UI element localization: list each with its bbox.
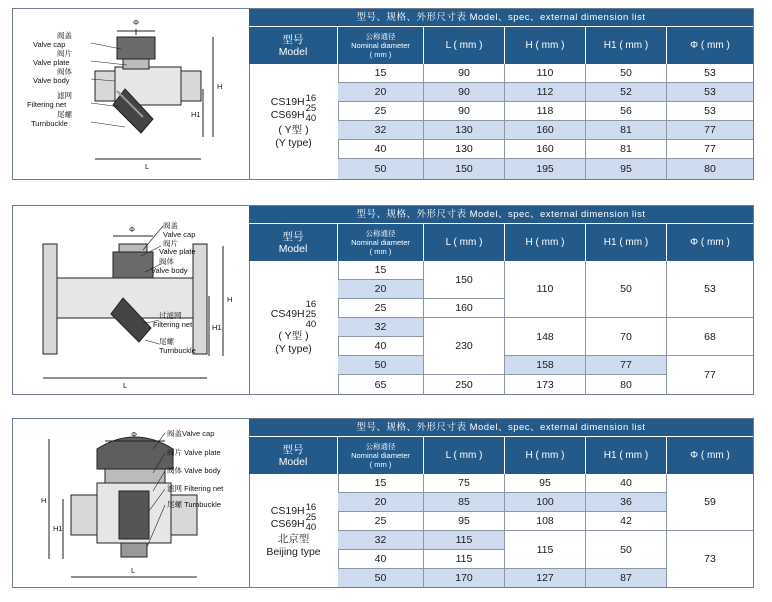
cell-h: 95	[505, 474, 586, 493]
cell-phi: 53	[667, 83, 753, 102]
cell-h1: 70	[586, 318, 667, 356]
label-valve-body: 阀体 Valve body	[167, 466, 221, 475]
cell-l: 250	[424, 375, 505, 394]
header-l: L ( mm )	[424, 27, 505, 64]
header-dn-cn: 公称通径	[365, 32, 396, 41]
cell-h: 127	[505, 569, 586, 587]
label-turnbuckle-cn: 尾螺	[159, 337, 174, 346]
label-valve-plate-en: Valve plate	[159, 247, 196, 256]
cell-h: 112	[505, 83, 586, 102]
cell-h1: 50	[586, 531, 667, 569]
cell-l: 90	[424, 64, 505, 83]
valve-drawing-flanged-y-type	[13, 206, 250, 394]
header-nominal-diameter	[338, 27, 424, 64]
header-dn-unit: ( mm )	[369, 50, 392, 59]
label-valve-body-en: Valve body	[33, 76, 70, 85]
model-code	[271, 300, 316, 330]
cell-dn: 50	[338, 569, 424, 587]
cell-l: 130	[424, 121, 505, 140]
header-model	[249, 224, 338, 261]
type-cn: ( Y型 )	[278, 123, 309, 136]
cell-phi: 77	[667, 121, 753, 140]
header-h: H ( mm )	[505, 437, 586, 474]
label-valve-plate-cn: 阀片	[57, 49, 72, 58]
cell-dn: 25	[338, 512, 424, 531]
beijing-type-valve-diagram	[13, 419, 249, 587]
pressure-3: 40	[305, 112, 317, 124]
cell-dn: 20	[338, 493, 424, 512]
header-model-en: Model	[278, 242, 308, 255]
model-code	[271, 94, 316, 124]
cell-h: 160	[505, 140, 586, 159]
header-model-cn: 型号	[282, 230, 304, 243]
cell-phi: 53	[667, 261, 753, 318]
header-dn-unit: ( mm )	[369, 247, 392, 256]
label-valve-cap: 阀盖Valve cap	[167, 429, 215, 438]
pressure-2: 25	[305, 511, 317, 523]
cell-dn: 65	[338, 375, 424, 394]
cell-dn: 20	[338, 280, 424, 299]
pressure-1: 16	[305, 298, 317, 310]
header-dn-en: Nominal diameter	[351, 451, 410, 460]
header-l: L ( mm )	[424, 224, 505, 261]
pressure-ratings	[306, 300, 317, 330]
cell-phi: 77	[667, 140, 753, 159]
pressure-ratings	[306, 94, 317, 124]
spec-table-2	[249, 206, 753, 394]
header-h: H ( mm )	[505, 224, 586, 261]
header-dn-cn: 公称通径	[365, 442, 396, 451]
header-model-cn: 型号	[282, 33, 304, 46]
label-valve-plate-cn: 阀片	[163, 239, 178, 248]
label-valve-body-en: Valve body	[151, 266, 188, 275]
header-model	[249, 27, 338, 64]
spec-table-1	[249, 9, 753, 179]
cell-h1: 77	[586, 356, 667, 375]
label-l: L	[123, 381, 128, 390]
cell-dn: 25	[338, 102, 424, 121]
header-model-cn: 型号	[282, 443, 304, 456]
cell-dn: 40	[338, 140, 424, 159]
cell-phi: 77	[704, 369, 716, 381]
cell-l: 160	[424, 299, 505, 318]
label-phi: Φ	[133, 18, 139, 27]
pressure-3: 40	[305, 521, 317, 533]
cell-h: 110	[505, 261, 586, 318]
type-en: (Y type)	[275, 136, 312, 149]
label-valve-plate: 阀片 Valve plate	[167, 448, 221, 457]
model-lines	[271, 505, 305, 531]
header-model-en: Model	[278, 45, 308, 58]
label-filtering-net-en: Filtering net	[27, 100, 67, 109]
type-cn: ( Y型 )	[278, 329, 309, 342]
model-line-1: CS19H	[270, 95, 305, 108]
label-valve-plate-en: Valve plate	[33, 58, 70, 67]
cell-h1: 42	[586, 512, 667, 531]
type-en: (Y type)	[275, 342, 312, 355]
cell-dn: 32	[338, 531, 424, 550]
cell-dn: 40	[338, 337, 424, 356]
cell-l: 90	[424, 102, 505, 121]
label-h: H	[217, 82, 223, 91]
spec-panel-2	[12, 205, 754, 395]
header-h1: H1 ( mm )	[586, 27, 667, 64]
pressure-3: 40	[305, 318, 317, 330]
cell-h1: 56	[586, 102, 667, 121]
header-nominal-diameter	[338, 224, 424, 261]
cell-h: 160	[505, 121, 586, 140]
label-turnbuckle: 尾螺 Turnbuckle	[167, 500, 221, 509]
cell-h: 110	[505, 64, 586, 83]
type-en: Beijing type	[266, 545, 321, 558]
cell-l: 170	[424, 569, 505, 587]
flanged-y-type-valve-diagram	[13, 206, 249, 394]
y-type-valve-diagram	[13, 9, 249, 179]
valve-drawing-y-type	[13, 9, 250, 179]
table-title: 型号、规格、外形尺寸表 Model、spec、external dimension list	[249, 419, 753, 437]
label-valve-body-cn: 阀体	[159, 257, 174, 266]
model-cell	[249, 261, 339, 394]
spec-table-3	[249, 419, 753, 587]
pressure-2: 25	[305, 308, 317, 320]
cell-l: 115	[424, 531, 505, 550]
header-phi: Φ ( mm )	[667, 27, 753, 64]
cell-phi: 53	[667, 102, 753, 121]
cell-phi: 68	[667, 318, 753, 356]
cell-l: 75	[424, 474, 505, 493]
model-line-2: CS69H	[270, 108, 305, 121]
model-line-2: CS69H	[270, 517, 305, 530]
cell-h: 158	[505, 356, 586, 375]
cell-l: 150	[424, 159, 505, 179]
label-valve-cap-en: Valve cap	[33, 40, 66, 49]
cell-dn: 15	[338, 261, 424, 280]
cell-h1: 40	[586, 474, 667, 493]
table-title: 型号、规格、外形尺寸表 Model、spec、external dimension list	[249, 206, 753, 224]
pressure-1: 16	[305, 92, 317, 104]
label-filtering-net: 滤网 Filtering net	[167, 484, 224, 493]
cell-l: 90	[424, 83, 505, 102]
cell-h: 148	[505, 318, 586, 356]
header-l: L ( mm )	[424, 437, 505, 474]
spec-panel-3	[12, 418, 754, 588]
model-cell	[249, 474, 339, 587]
model-cell	[249, 64, 339, 179]
cell-phi: 59	[667, 474, 753, 531]
label-valve-body-cn: 阀体	[57, 67, 72, 76]
header-phi: Φ ( mm )	[667, 224, 753, 261]
cell-h1: 52	[586, 83, 667, 102]
label-h1: H1	[212, 323, 222, 332]
cell-h1: 81	[586, 140, 667, 159]
spec-panel-1	[12, 8, 754, 180]
valve-drawing-beijing-type	[13, 419, 250, 587]
pressure-1: 16	[305, 501, 317, 513]
cell-dn: 15	[338, 474, 424, 493]
cell-dn: 20	[338, 83, 424, 102]
label-h1: H1	[53, 524, 63, 533]
cell-h1: 50	[586, 64, 667, 83]
cell-phi: 73	[704, 553, 716, 565]
label-valve-cap-en: Valve cap	[163, 230, 196, 239]
model-line-1: CS49H	[270, 308, 305, 320]
pressure-2: 25	[305, 102, 317, 114]
cell-h: 100	[505, 493, 586, 512]
header-h1: H1 ( mm )	[586, 437, 667, 474]
header-phi: Φ ( mm )	[667, 437, 753, 474]
table-title: 型号、规格、外形尺寸表 Model、spec、external dimension list	[249, 9, 753, 27]
cell-dn: 32	[338, 318, 424, 337]
label-l: L	[145, 162, 150, 171]
label-phi: Φ	[131, 430, 137, 439]
cell-h1: 95	[586, 159, 667, 179]
cell-dn: 50	[338, 356, 424, 375]
label-turnbuckle-en: Turnbuckle	[31, 119, 68, 128]
header-nominal-diameter	[338, 437, 424, 474]
cell-h: 195	[505, 159, 586, 179]
header-model	[249, 437, 338, 474]
cell-h1: 87	[586, 569, 667, 587]
cell-l: 150	[424, 261, 505, 299]
header-dn-cn: 公称通径	[365, 229, 396, 238]
cell-dn: 32	[338, 121, 424, 140]
cell-l: 95	[424, 512, 505, 531]
label-valve-cap-cn: 阀盖	[57, 31, 72, 40]
label-filtering-net-cn: 滤网	[57, 91, 72, 100]
cell-dn: 40	[338, 550, 424, 569]
header-model-en: Model	[278, 455, 308, 468]
cell-h: 173	[505, 375, 586, 394]
header-h1: H1 ( mm )	[586, 224, 667, 261]
label-l: L	[131, 566, 136, 575]
header-h: H ( mm )	[505, 27, 586, 64]
header-dn-unit: ( mm )	[369, 460, 392, 469]
label-h: H	[41, 496, 47, 505]
cell-h1: 80	[586, 375, 667, 394]
label-h1: H1	[191, 110, 201, 119]
label-phi: Φ	[129, 225, 135, 234]
label-turnbuckle-en: Turnbuckle	[159, 346, 196, 355]
header-dn-en: Nominal diameter	[351, 41, 410, 50]
cell-h: 108	[505, 512, 586, 531]
cell-phi: 53	[667, 64, 753, 83]
cell-h: 118	[505, 102, 586, 121]
label-valve-cap-cn: 阀盖	[163, 221, 178, 230]
header-dn-en: Nominal diameter	[351, 238, 410, 247]
cell-h1: 81	[586, 121, 667, 140]
cell-h: 115	[505, 531, 586, 569]
model-lines	[271, 96, 305, 122]
cell-l: 130	[424, 140, 505, 159]
cell-l: 85	[424, 493, 505, 512]
pressure-ratings	[306, 503, 317, 533]
cell-phi: 80	[667, 159, 753, 179]
label-h: H	[227, 295, 233, 304]
cell-h1: 36	[586, 493, 667, 512]
cell-dn: 25	[338, 299, 424, 318]
type-cn: 北京型	[277, 532, 310, 545]
label-turnbuckle-cn: 尾螺	[57, 110, 72, 119]
cell-h1: 50	[586, 261, 667, 318]
cell-dn: 50	[338, 159, 424, 179]
label-filtering-net-cn: 过滤网	[159, 311, 182, 320]
label-filtering-net-en: Filtering net	[153, 320, 193, 329]
model-line-1: CS19H	[270, 504, 305, 517]
cell-dn: 15	[338, 64, 424, 83]
cell-l: 115	[424, 550, 505, 569]
model-code	[271, 503, 316, 533]
cell-l: 230	[424, 318, 505, 375]
